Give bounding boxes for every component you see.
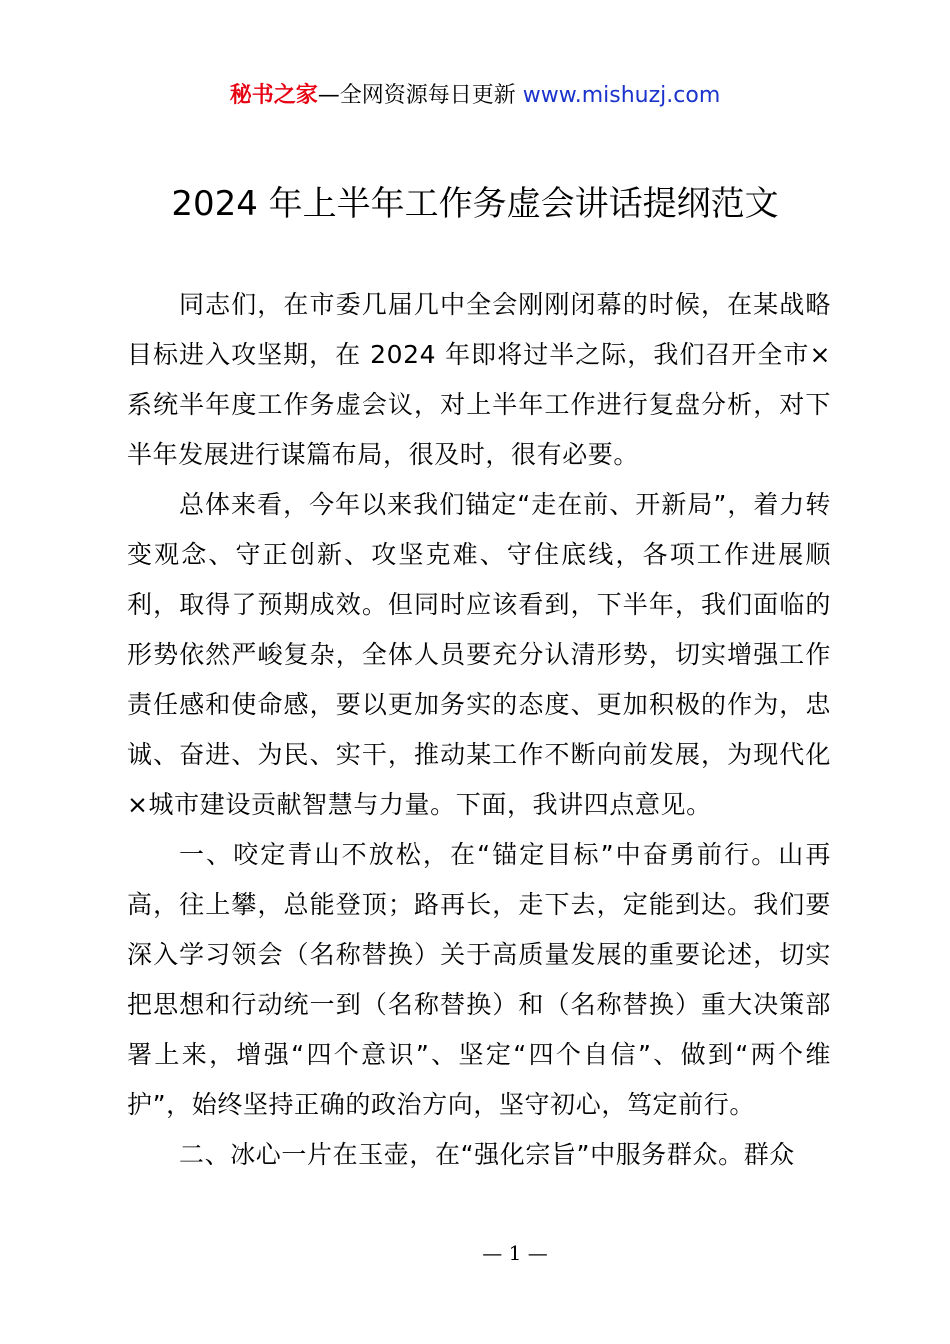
site-header <box>0 80 950 112</box>
site-url-link[interactable]: www.mishuzj.com <box>522 83 721 108</box>
body-paragraph: 总体来看，今年以来我们锚定“走在前、开新局”，着力转变观念、守正创新、攻坚克难、守住底线，各项工作进展顺利，取得了预期成效。但同时应该看到，下半年，我们面临的形势依然严峻复杂，全体人员要充分认清形势，切实增强工作责任感和使命感，要以更加务实的态度、更加积极的作为，忠诚、奋进、为民、实干，推动某工作不断向前发展，为现代化×城市建设贡献智慧与力量。下面，我讲四点意见。 <box>127 490 831 819</box>
document-title: 2024 年上半年工作务虚会讲话提纲范文 <box>171 184 779 224</box>
body-paragraph: 同志们，在市委几届几中全会刚刚闭幕的时候，在某战略目标进入攻坚期，在 2024 年即将过半之际，我们召开全市×系统半年度工作务虚会议，对上半年工作进行复盘分析，对下半年发展进行谋篇布局，很及时，很有必要。 <box>127 290 831 469</box>
body-paragraph: 一、咬定青山不放松，在“锚定目标”中奋勇前行。山再高，往上攀，总能登顶；路再长，走下去，定能到达。我们要深入学习领会（名称替换）关于高质量发展的重要论述，切实把思想和行动统一到（名称替换）和（名称替换）重大决策部署上来，增强“四个意识”、坚定“四个自信”、做到“两个维护”，始终坚持正确的政治方向，坚守初心，笃定前行。 <box>127 840 831 1119</box>
site-name: 秘书之家 <box>229 83 318 108</box>
document-body <box>127 280 831 1180</box>
body-paragraph: 二、冰心一片在玉壶，在“强化宗旨”中服务群众。群众 <box>179 1140 795 1169</box>
page-number: — 1 — <box>482 1241 548 1265</box>
site-tagline: —全网资源每日更新 <box>317 83 523 108</box>
